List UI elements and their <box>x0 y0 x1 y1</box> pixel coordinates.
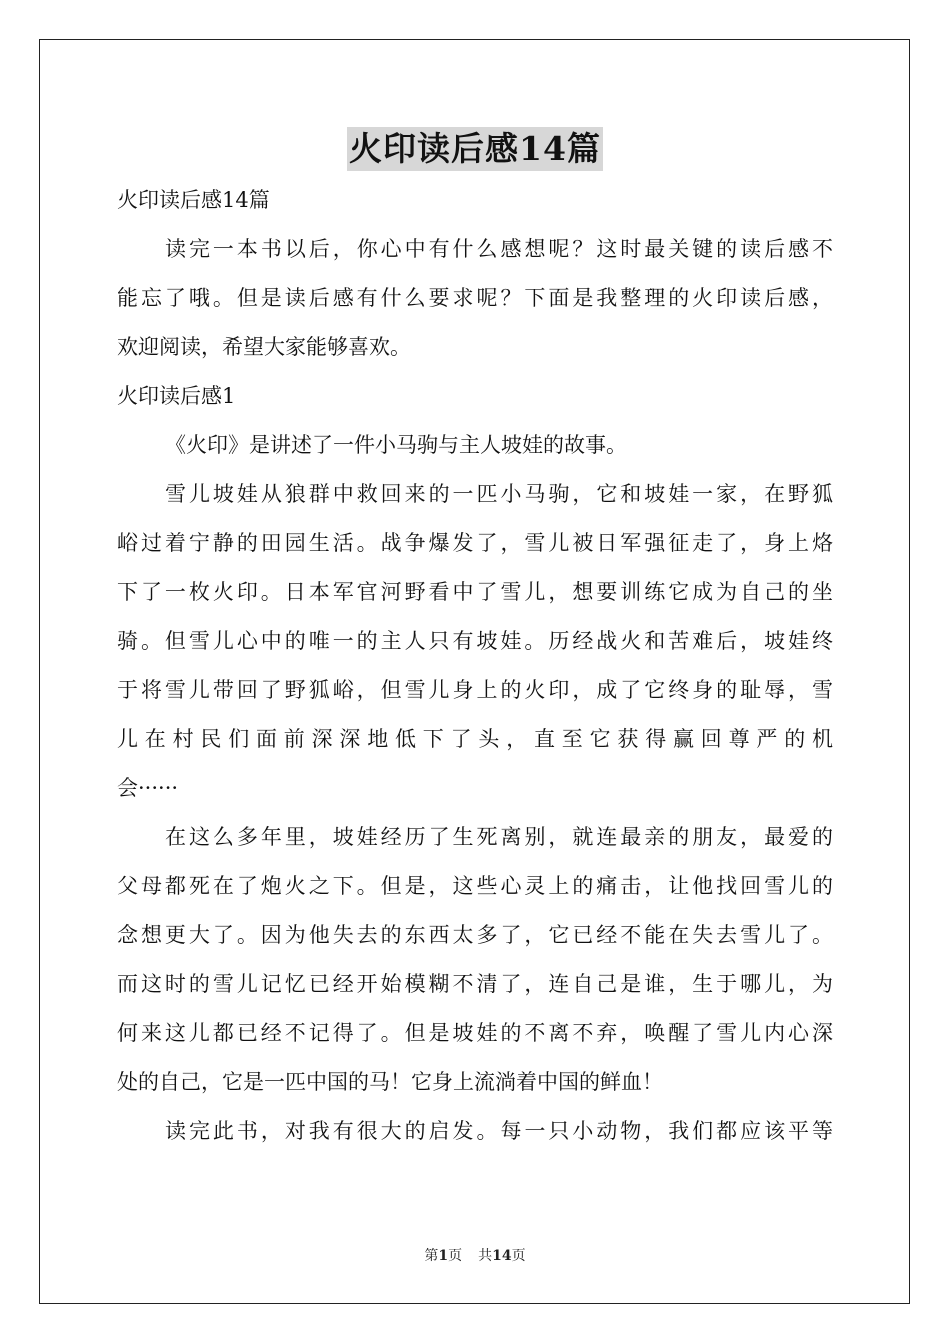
text-line: 会······ <box>117 776 179 800</box>
text-line: 能忘了哦。但是读后感有什么要求呢？下面是我整理的火印读后感， <box>117 286 833 310</box>
text-line: 何来这儿都已经不记得了。但是坡娃的不离不弃，唤醒了雪儿内心深 <box>117 1021 833 1045</box>
text-line: 峪过着宁静的田园生活。战争爆发了，雪儿被日军强征走了，身上烙 <box>117 531 833 555</box>
text-line: 读完一本书以后，你心中有什么感想呢？这时最关键的读后感不 <box>165 237 833 261</box>
text-line: 于将雪儿带回了野狐峪，但雪儿身上的火印，成了它终身的耻辱，雪 <box>117 678 833 702</box>
text-line: 父母都死在了炮火之下。但是，这些心灵上的痛击，让他找回雪儿的 <box>117 874 833 898</box>
page-footer <box>0 1246 950 1266</box>
title-container <box>0 127 950 171</box>
page-total-prefix: 共 <box>478 1248 493 1264</box>
text-line: 火印读后感1 <box>117 384 236 408</box>
page-number-current: 1 <box>438 1248 449 1264</box>
page-total-suffix: 页 <box>511 1248 526 1264</box>
text-line: 在这么多年里，坡娃经历了生死离别，就连最亲的朋友，最爱的 <box>165 825 833 849</box>
text-line: 下了一枚火印。日本军官河野看中了雪儿，想要训练它成为自己的坐 <box>117 580 833 604</box>
document-title: 火印读后感14篇 <box>347 127 603 171</box>
text-line: 念想更大了。因为他失去的东西太多了，它已经不能在失去雪儿了。 <box>117 923 833 947</box>
text-line: 而这时的雪儿记忆已经开始模糊不清了，连自己是谁，生于哪儿，为 <box>117 972 833 996</box>
text-line: 骑。但雪儿心中的唯一的主人只有坡娃。历经战火和苦难后，坡娃终 <box>117 629 833 653</box>
page-number-prefix: 第 <box>424 1248 439 1264</box>
text-line: 儿在村民们面前深深地低下了头，直至它获得赢回尊严的机 <box>117 727 833 751</box>
page-number-suffix: 页 <box>448 1248 463 1264</box>
text-line: 读完此书，对我有很大的启发。每一只小动物，我们都应该平等 <box>165 1119 833 1143</box>
page-total-count: 14 <box>492 1248 512 1264</box>
text-line: 欢迎阅读，希望大家能够喜欢。 <box>117 335 411 359</box>
text-line: 《火印》是讲述了一件小马驹与主人坡娃的故事。 <box>165 433 627 457</box>
document-body <box>117 176 833 1156</box>
text-line: 火印读后感14篇 <box>117 188 270 212</box>
text-line: 雪儿坡娃从狼群中救回来的一匹小马驹，它和坡娃一家，在野狐 <box>165 482 833 506</box>
text-line: 处的自己，它是一匹中国的马！它身上流淌着中国的鲜血！ <box>117 1070 663 1094</box>
